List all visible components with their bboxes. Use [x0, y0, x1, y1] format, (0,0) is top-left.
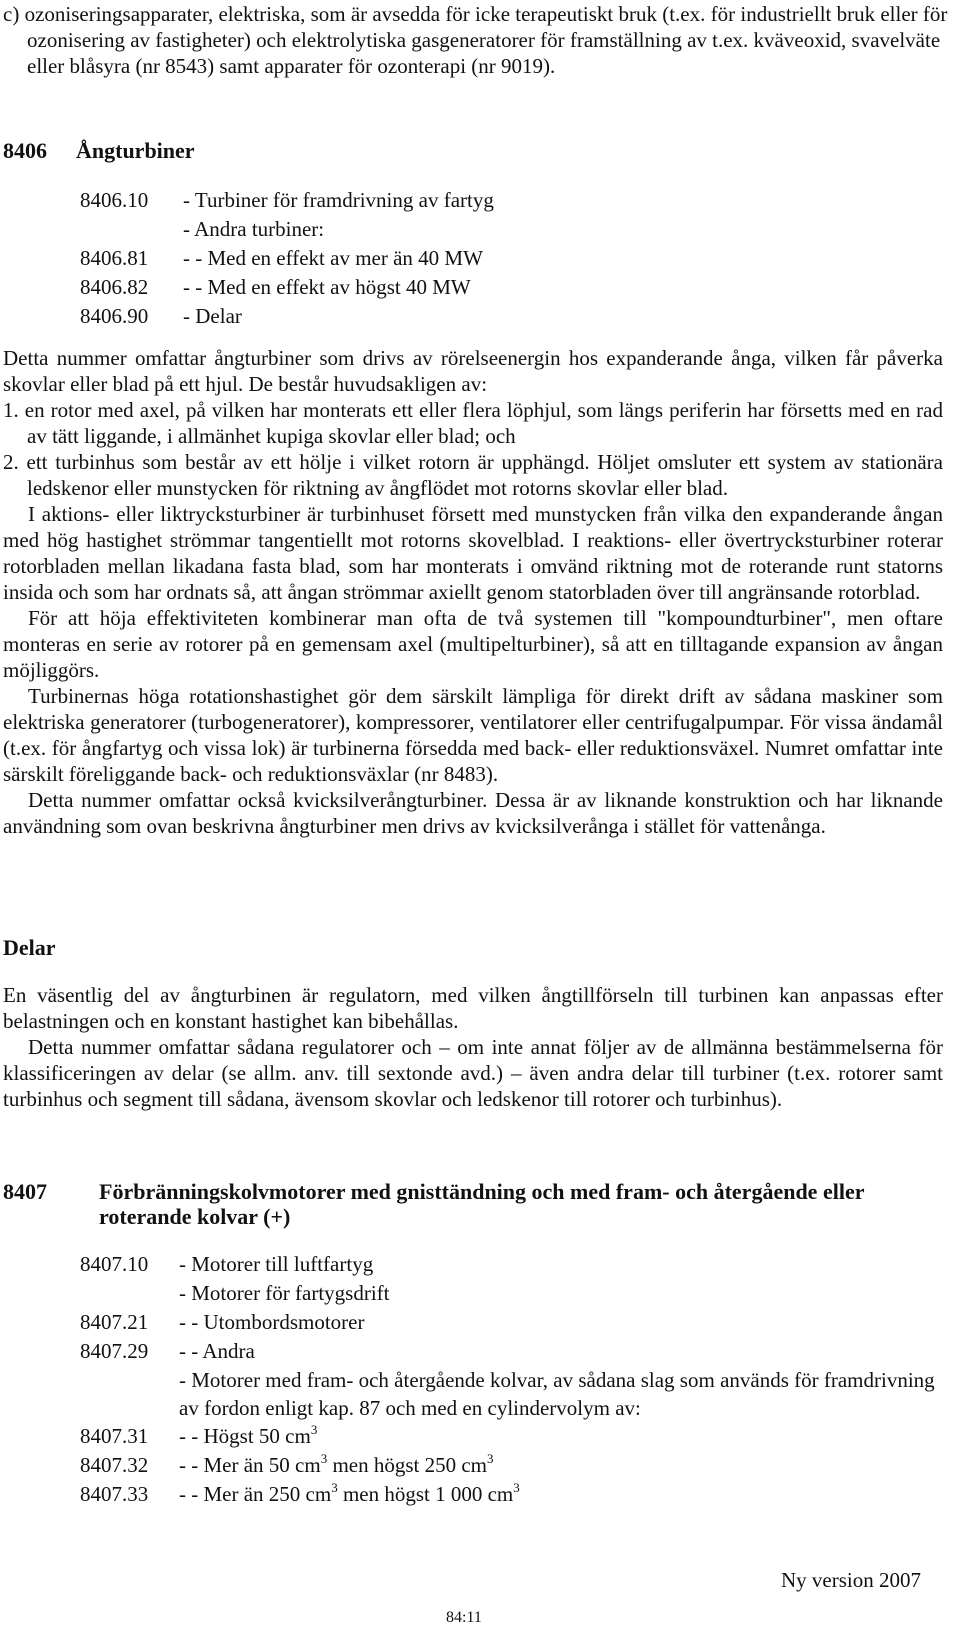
code-number — [80, 215, 183, 244]
superscript: 3 — [331, 1480, 338, 1495]
code-text: - Motorer till luftfartyg — [179, 1252, 374, 1276]
code-text: - - Med en effekt av mer än 40 MW — [183, 246, 483, 270]
code-row — [80, 215, 494, 244]
codes-8407-table — [80, 1250, 943, 1509]
code-number: 8406.81 — [80, 246, 149, 270]
code-text-part: men högst 250 cm — [327, 1453, 488, 1477]
codes-8406-table — [80, 186, 494, 331]
code-row — [80, 273, 494, 302]
code-text-part: - - Mer än 250 cm — [179, 1482, 332, 1506]
code-row — [80, 1250, 943, 1279]
code-number: 8406.90 — [80, 304, 149, 328]
superscript: 3 — [320, 1451, 328, 1466]
code-row — [80, 1337, 943, 1366]
superscript: 3 — [513, 1480, 520, 1495]
code-text: - - Utombordsmotorer — [179, 1310, 365, 1334]
code-text: - - Andra — [179, 1339, 255, 1363]
body-paragraph: För att höja effektiviteten kombinerar man ofta de två systemen till "kompoundturbiner", men oftare monteras en serie av rotorer på en gemensam axel (multipelturbiner), så att en tilltagande expansion av ångan möjliggörs. — [3, 606, 943, 682]
code-text-part: men högst 1 000 cm — [337, 1482, 514, 1506]
intro-item-c: c) ozoniseringsapparater, elektriska, som är avsedda för icke terapeutiskt bruk (t.ex. för industriellt bruk eller för ozonisering av fastigheter) och elektrolytiska gasgeneratorer för framställning av t.ex. kväveoxid, svavelväte eller blåsyra (nr 8543) samt apparater för ozonterapi (nr 9019). — [3, 2, 948, 78]
body-paragraph: I aktions- eller liktrycksturbiner är turbinhuset försett med munstycken från vilka den expanderande ångan med hög hastighet strömmar tangentiellt mot rotorns skovelblad. I reaktions- eller övertrycksturbiner roterar rotorbladen mellan likadana fasta blad, som har monterats i omvänd riktning mot de roterande runt statorns insida och som har ordnats så, att ångan strömmar axiellt genom statorbladen över till angränsande rotorblad. — [3, 502, 943, 604]
code-number: 8407.21 — [80, 1310, 149, 1334]
body-delar — [3, 982, 943, 1112]
heading-8406 — [3, 138, 195, 164]
code-text — [179, 1422, 943, 1451]
code-row — [80, 302, 494, 331]
code-text — [179, 1480, 943, 1509]
code-number — [80, 1366, 179, 1422]
body-list-item-1: 1. en rotor med axel, på vilken har monterats ett eller flera löphjul, som längs periferin har försetts med en rad av tätt liggande, i allmänhet kupiga skovlar eller blad; och — [3, 398, 943, 448]
heading-8406-number: 8406 — [3, 138, 47, 163]
code-number: 8406.10 — [80, 188, 149, 212]
superscript: 3 — [487, 1451, 494, 1466]
body-paragraph: Detta nummer omfattar ångturbiner som drivs av rörelseenergin hos expanderande ånga, vilken får påverka skovlar eller blad på ett hjul. De består huvudsakligen av: — [3, 346, 943, 396]
superscript: 3 — [310, 1422, 318, 1437]
code-row — [80, 244, 494, 273]
code-number: 8407.33 — [80, 1482, 149, 1506]
code-text-part: - - Mer än 50 cm — [179, 1453, 321, 1477]
heading-8407-number: 8407 — [3, 1179, 47, 1204]
code-number: 8407.32 — [80, 1453, 149, 1477]
code-row — [80, 1279, 943, 1308]
code-number: 8406.82 — [80, 275, 149, 299]
code-row — [80, 1366, 943, 1422]
code-number: 8407.31 — [80, 1424, 149, 1448]
heading-8407 — [3, 1179, 943, 1229]
code-text — [179, 1451, 943, 1480]
code-row — [80, 1451, 943, 1480]
body-8406 — [3, 345, 943, 839]
code-row — [80, 1480, 943, 1509]
body-paragraph: En väsentlig del av ångturbinen är regulatorn, med vilken ångtillförseln till turbinen kan anpassas efter belastningen och en konstant hastighet kan bibehållas. — [3, 983, 943, 1033]
code-text: - Delar — [183, 304, 242, 328]
code-text: - - Med en effekt av högst 40 MW — [183, 275, 471, 299]
body-paragraph: Turbinernas höga rotationshastighet gör dem särskilt lämpliga för direkt drift av sådana maskiner som elektriska generatorer (turbogeneratorer), kompressorer, ventilatorer eller centrifugalpumpar. För vissa ändamål (t.ex. för ångfartyg och vissa lok) är turbinerna försedda med back- eller reduktionsväxel. Numret omfattar inte särskilt föreliggande back- och reduktionsväxlar (nr 8483). — [3, 684, 943, 786]
code-row — [80, 186, 494, 215]
body-paragraph: Detta nummer omfattar sådana regulatorer och – om inte annat följer av de allmänna bestämmelserna för klassificeringen av delar (se allm. anv. till sextonde avd.) – även andra delar till turbiner (t.ex. rotorer samt turbinhus och segment till sådana, ävensom skovlar och ledskenor till rotorer och turbinhus). — [3, 1035, 943, 1111]
code-text: - Turbiner för framdrivning av fartyg — [183, 188, 494, 212]
heading-8407-title: Förbränningskolvmotorer med gnisttändning och med fram- och återgående eller roterande kolvar (+) — [99, 1179, 865, 1229]
footer-page-number: 84:11 — [446, 1609, 482, 1626]
code-number: 8407.29 — [80, 1339, 149, 1363]
body-paragraph: Detta nummer omfattar också kvicksilverångturbiner. Dessa är av liknande konstruktion och har liknande användning som ovan beskrivna ångturbiner men drivs av kvicksilverånga i stället för vattenånga. — [3, 788, 943, 838]
heading-8406-title: Ångturbiner — [76, 138, 195, 163]
section-heading-delar: Delar — [3, 935, 56, 960]
code-text: - Motorer för fartygsdrift — [179, 1281, 390, 1305]
code-text: - Motorer med fram- och återgående kolvar, av sådana slag som används för framdrivning av fordon enligt kap. 87 och med en cylindervolym av: — [179, 1368, 935, 1420]
code-number: 8407.10 — [80, 1252, 149, 1276]
code-text-main: - - Högst 50 cm — [179, 1424, 311, 1448]
footer-version: Ny version 2007 — [781, 1568, 921, 1592]
code-number — [80, 1279, 179, 1308]
body-list-item-2: 2. ett turbinhus som består av ett hölje i vilket rotorn är upphängd. Höljet omsluter ett system av stationära ledskenor eller munstycken för riktning av ångflödet mot rotorns skovlar eller blad. — [3, 450, 943, 500]
code-row — [80, 1308, 943, 1337]
code-text: - Andra turbiner: — [183, 217, 325, 241]
code-row — [80, 1422, 943, 1451]
